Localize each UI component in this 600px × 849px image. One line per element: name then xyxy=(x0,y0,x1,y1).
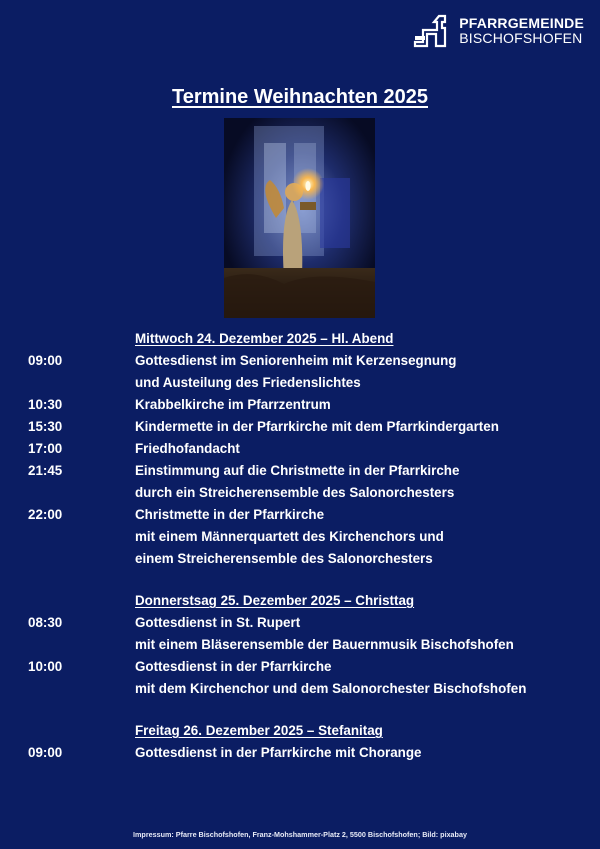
event-description: durch ein Streicherensemble des Salonorchesters xyxy=(135,485,455,500)
page-title: Termine Weihnachten 2025 xyxy=(171,86,428,108)
event-description: Christmette in der Pfarrkirche xyxy=(135,507,325,522)
day-heading-24: Mittwoch 24. Dezember 2025 – Hl. Abend xyxy=(135,331,394,346)
event-time: 21:45 xyxy=(28,463,63,478)
event-description: Kindermette in der Pfarrkirche mit dem Pfarrkindergarten xyxy=(135,419,499,434)
event-description: Friedhofandacht xyxy=(135,441,240,456)
event-description: Krabbelkirche im Pfarrzentrum xyxy=(135,397,331,412)
parish-logo xyxy=(413,14,584,48)
logo-line-1: PFARRGEMEINDE xyxy=(459,15,584,31)
event-description: Gottesdienst in St. Rupert xyxy=(135,615,301,630)
event-description: und Austeilung des Friedenslichtes xyxy=(135,375,361,390)
event-time: 09:00 xyxy=(28,353,63,368)
imprint-footer: Impressum: Pfarre Bischofshofen, Franz-Mohshammer-Platz 2, 5500 Bischofshofen; Bild: pixabay xyxy=(133,830,467,839)
day-heading-25: Donnerstsag 25. Dezember 2025 – Christtag xyxy=(135,593,415,608)
event-time: 17:00 xyxy=(28,441,63,456)
event-description: Einstimmung auf die Christmette in der Pfarrkirche xyxy=(135,463,460,478)
angel-candle-photo xyxy=(224,118,375,318)
event-description: mit dem Kirchenchor und dem Salonorchester Bischofshofen xyxy=(135,681,527,696)
event-time: 10:00 xyxy=(28,659,63,674)
event-description: einem Streicherensemble des Salonorchesters xyxy=(135,551,433,566)
event-time: 08:30 xyxy=(28,615,63,630)
event-description: mit einem Männerquartett des Kirchenchors und xyxy=(135,529,444,544)
event-time: 10:30 xyxy=(28,397,63,412)
day-heading-26: Freitag 26. Dezember 2025 – Stefanitag xyxy=(135,723,383,738)
event-time: 22:00 xyxy=(28,507,63,522)
church-logo-icon xyxy=(413,14,453,48)
event-time: 09:00 xyxy=(28,745,63,760)
logo-line-2: BISCHOFSHOFEN xyxy=(459,30,583,46)
event-description: Gottesdienst in der Pfarrkirche mit Chorange xyxy=(135,745,422,760)
event-description: Gottesdienst in der Pfarrkirche xyxy=(135,659,332,674)
event-description: mit einem Bläserensemble der Bauernmusik Bischofshofen xyxy=(135,637,514,652)
event-description: Gottesdienst im Seniorenheim mit Kerzensegnung xyxy=(135,353,457,368)
event-time: 15:30 xyxy=(28,419,63,434)
